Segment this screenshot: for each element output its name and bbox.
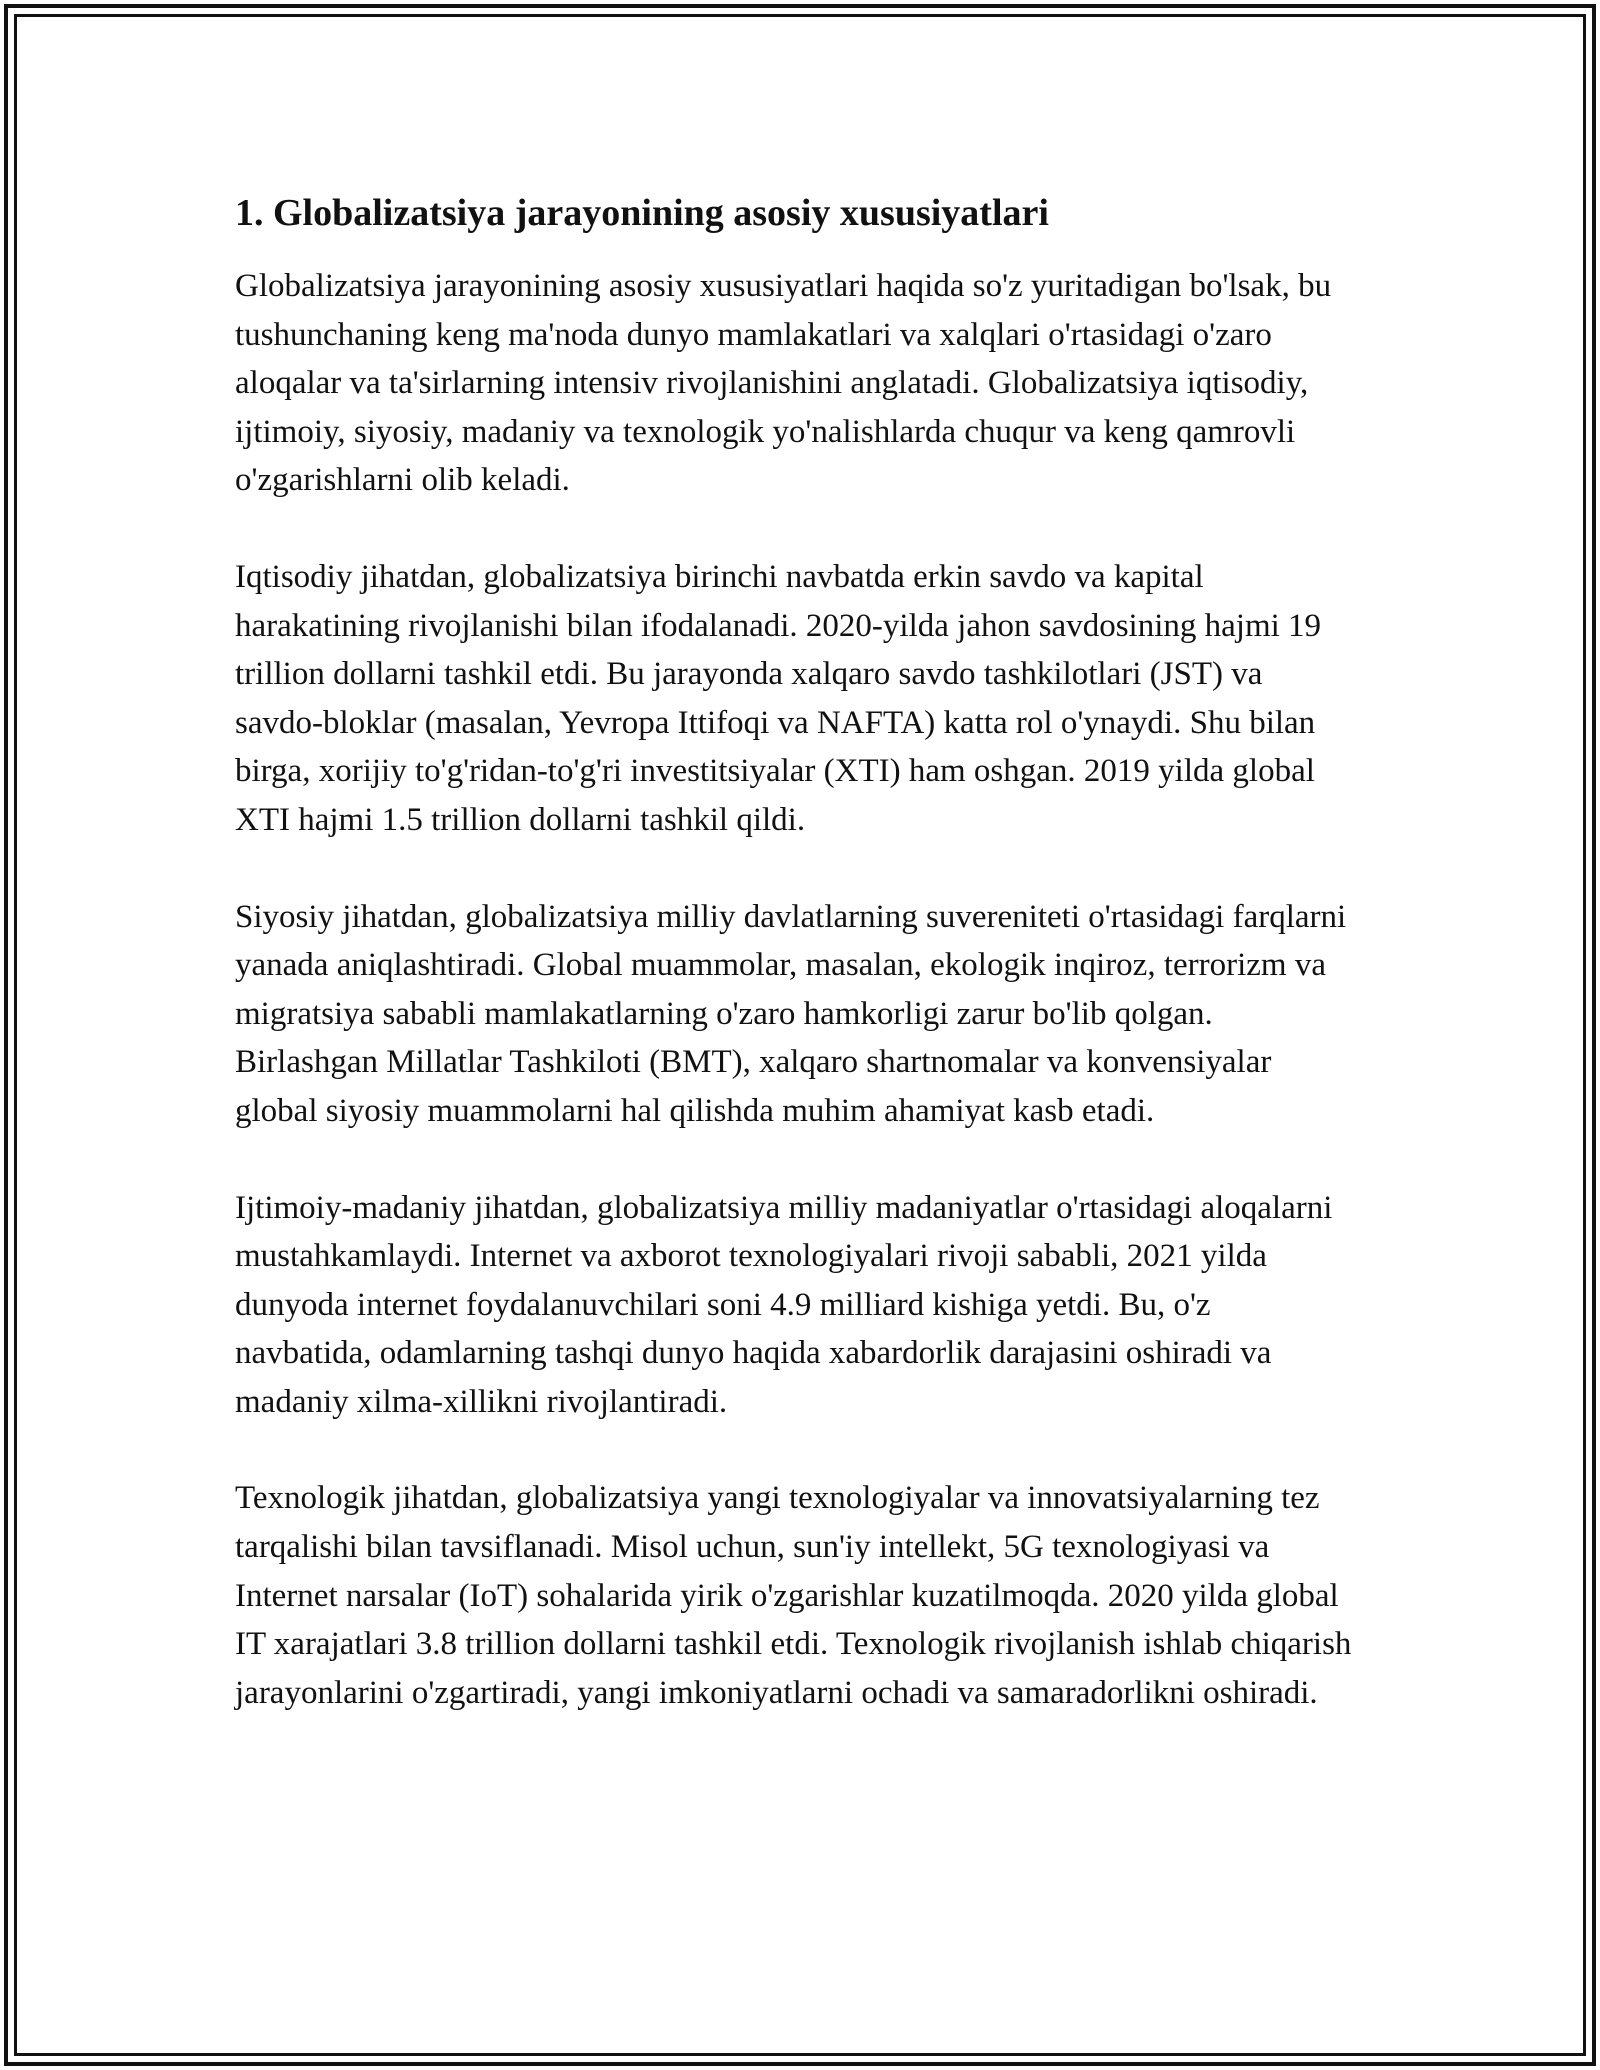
section-heading: 1. Globalizatsiya jarayonining asosiy xususiyatlari [235,192,1049,234]
paragraph-socio-cultural: Ijtimoiy-madaniy jihatdan, globalizatsiya milliy madaniyatlar o'rtasidagi aloqalarni mustahkamlaydi. Internet va axborot texnologiyalari rivoji sababli, 2021 yilda dunyoda internet foydalanuvchilari soni 4.9 milliard kishiga yetdi. Bu, o'z navbatida, odamlarning tashqi dunyo haqida xabardorlik darajasini oshiradi va madaniy xilma-xillikni rivojlantiradi. [235,1189,1333,1420]
paragraph-political: Siyosiy jihatdan, globalizatsiya milliy davlatlarning suvereniteti o'rtasidagi farqlarni yanada aniqlashtiradi. Global muammolar, masalan, ekologik inqiroz, terrorizm va migratsiya sababli mamlakatlarning o'zaro hamkorligi zarur bo'lib qolgan. Birlashgan Millatlar Tashkiloti (BMT), xalqaro shartnomalar va konvensiyalar global siyosiy muammolarni hal qilishda muhim ahamiyat kasb etadi. [235,898,1347,1129]
paragraph-economic: Iqtisodiy jihatdan, globalizatsiya birinchi navbatda erkin savdo va kapital harakatining rivojlanishi bilan ifodalanadi. 2020-yilda jahon savdosining hajmi 19 trillion dollarni tashkil etdi. Bu jarayonda xalqaro savdo tashkilotlari (JST) va savdo-bloklar (masalan, Yevropa Ittifoqi va NAFTA) katta rol o'ynaydi. Shu bilan birga, xorijiy to'g'ridan-to'g'ri investitsiyalar (XTI) ham oshgan. 2019 yilda global XTI hajmi 1.5 trillion dollarni tashkil qildi. [235,558,1322,838]
paragraph-introduction: Globalizatsiya jarayonining asosiy xususiyatlari haqida so'z yuritadigan bo'lsak, bu tushunchaning keng ma'noda dunyo mamlakatlari va xalqlari o'rtasidagi o'zaro aloqalar va ta'sirlarning intensiv rivojlanishini anglatadi. Globalizatsiya iqtisodiy, ijtimoiy, siyosiy, madaniy va texnologik yo'nalishlarda chuqur va keng qamrovli o'zgarishlarni olib keladi. [235,268,1332,499]
document-body [235,186,1355,1765]
paragraph-technological: Texnologik jihatdan, globalizatsiya yangi texnologiyalar va innovatsiyalarning tez tarqalishi bilan tavsiflanadi. Misol uchun, sun'iy intellekt, 5G texnologiyasi va Internet narsalar (IoT) sohalarida yirik o'zgarishlar kuzatilmoqda. 2020 yilda global IT xarajatlari 3.8 trillion dollarni tashkil etdi. Texnologik rivojlanish ishlab chiqarish jarayonlarini o'zgartiradi, yangi imkoniyatlarni ochadi va samaradorlikni oshiradi. [235,1480,1352,1711]
